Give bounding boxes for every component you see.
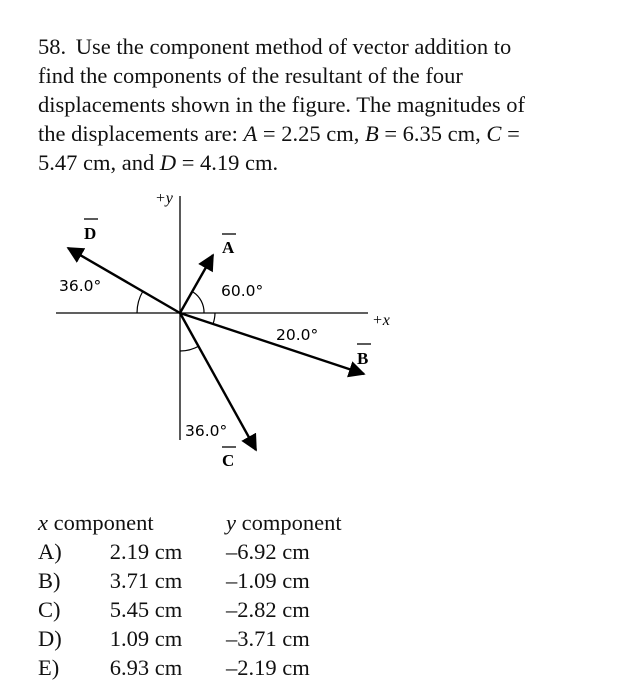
x-axis-label: +x bbox=[372, 312, 390, 329]
option-x-value: 6.93 cm bbox=[109, 655, 183, 680]
angle-arc-b bbox=[213, 313, 215, 324]
var-d: D bbox=[159, 150, 177, 175]
magnitude-b: = 6.35 cm, bbox=[378, 121, 487, 146]
option-x-value: 2.19 cm bbox=[109, 539, 183, 564]
angle-arc-d bbox=[137, 291, 143, 313]
answer-option-c[interactable] bbox=[38, 595, 342, 624]
angle-label-d: 36.0° bbox=[59, 277, 102, 295]
option-letter: C) bbox=[38, 597, 61, 622]
question-line-1-text: Use the component method of vector addition to bbox=[75, 34, 512, 59]
answer-option-d[interactable] bbox=[38, 624, 342, 653]
var-b: B bbox=[364, 121, 379, 146]
question-line-2: find the components of the resultant of the four bbox=[38, 63, 463, 88]
option-y-value: –3.71 cm bbox=[226, 626, 310, 651]
option-x-value: 5.45 cm bbox=[109, 597, 183, 622]
angle-arc-c bbox=[180, 346, 199, 351]
header-y-var: y bbox=[226, 510, 236, 535]
header-x-var: x bbox=[38, 510, 48, 535]
vector-a-label: A bbox=[222, 238, 235, 257]
magnitudes-prefix: the displacements are: bbox=[38, 121, 244, 146]
option-y-value: –6.92 cm bbox=[226, 539, 310, 564]
option-letter: E) bbox=[38, 655, 60, 680]
vector-b-label: B bbox=[357, 349, 369, 368]
angle-label-c: 36.0° bbox=[185, 422, 228, 440]
answer-choices bbox=[38, 508, 342, 682]
c-equals: = bbox=[501, 121, 520, 146]
option-x-value: 3.71 cm bbox=[109, 568, 183, 593]
option-letter: D) bbox=[38, 626, 62, 651]
var-c: C bbox=[486, 121, 502, 146]
option-letter: B) bbox=[38, 568, 61, 593]
option-y-value: –2.82 cm bbox=[226, 597, 310, 622]
angle-arc-a bbox=[193, 292, 204, 313]
header-y-text: component bbox=[236, 510, 342, 535]
angle-label-a: 60.0° bbox=[221, 282, 264, 300]
magnitude-a: = 2.25 cm, bbox=[257, 121, 365, 146]
vector-d-label: D bbox=[84, 224, 97, 243]
answer-option-e[interactable] bbox=[38, 653, 342, 682]
answer-header-row bbox=[38, 508, 342, 537]
vector-c-label: C bbox=[222, 451, 235, 470]
question-line-3: displacements shown in the figure. The magnitudes of bbox=[38, 92, 525, 117]
question-number: 58. bbox=[38, 34, 67, 59]
magnitude-c: 5.47 cm, and bbox=[38, 150, 160, 175]
answer-option-a[interactable] bbox=[38, 537, 342, 566]
option-x-value: 1.09 cm bbox=[109, 626, 183, 651]
answer-table bbox=[38, 508, 342, 682]
angle-label-b: 20.0° bbox=[276, 326, 319, 344]
option-y-value: –1.09 cm bbox=[226, 568, 310, 593]
var-a: A bbox=[243, 121, 258, 146]
y-axis-label: +y bbox=[155, 190, 173, 207]
header-x-component bbox=[38, 508, 212, 537]
header-x-text: component bbox=[48, 510, 154, 535]
magnitude-d: = 4.19 cm. bbox=[176, 150, 279, 175]
vector-a-arrow bbox=[180, 255, 213, 313]
answer-option-b[interactable] bbox=[38, 566, 342, 595]
option-y-value: –2.19 cm bbox=[226, 655, 310, 680]
header-y-component bbox=[212, 508, 342, 537]
option-letter: A) bbox=[38, 539, 62, 564]
